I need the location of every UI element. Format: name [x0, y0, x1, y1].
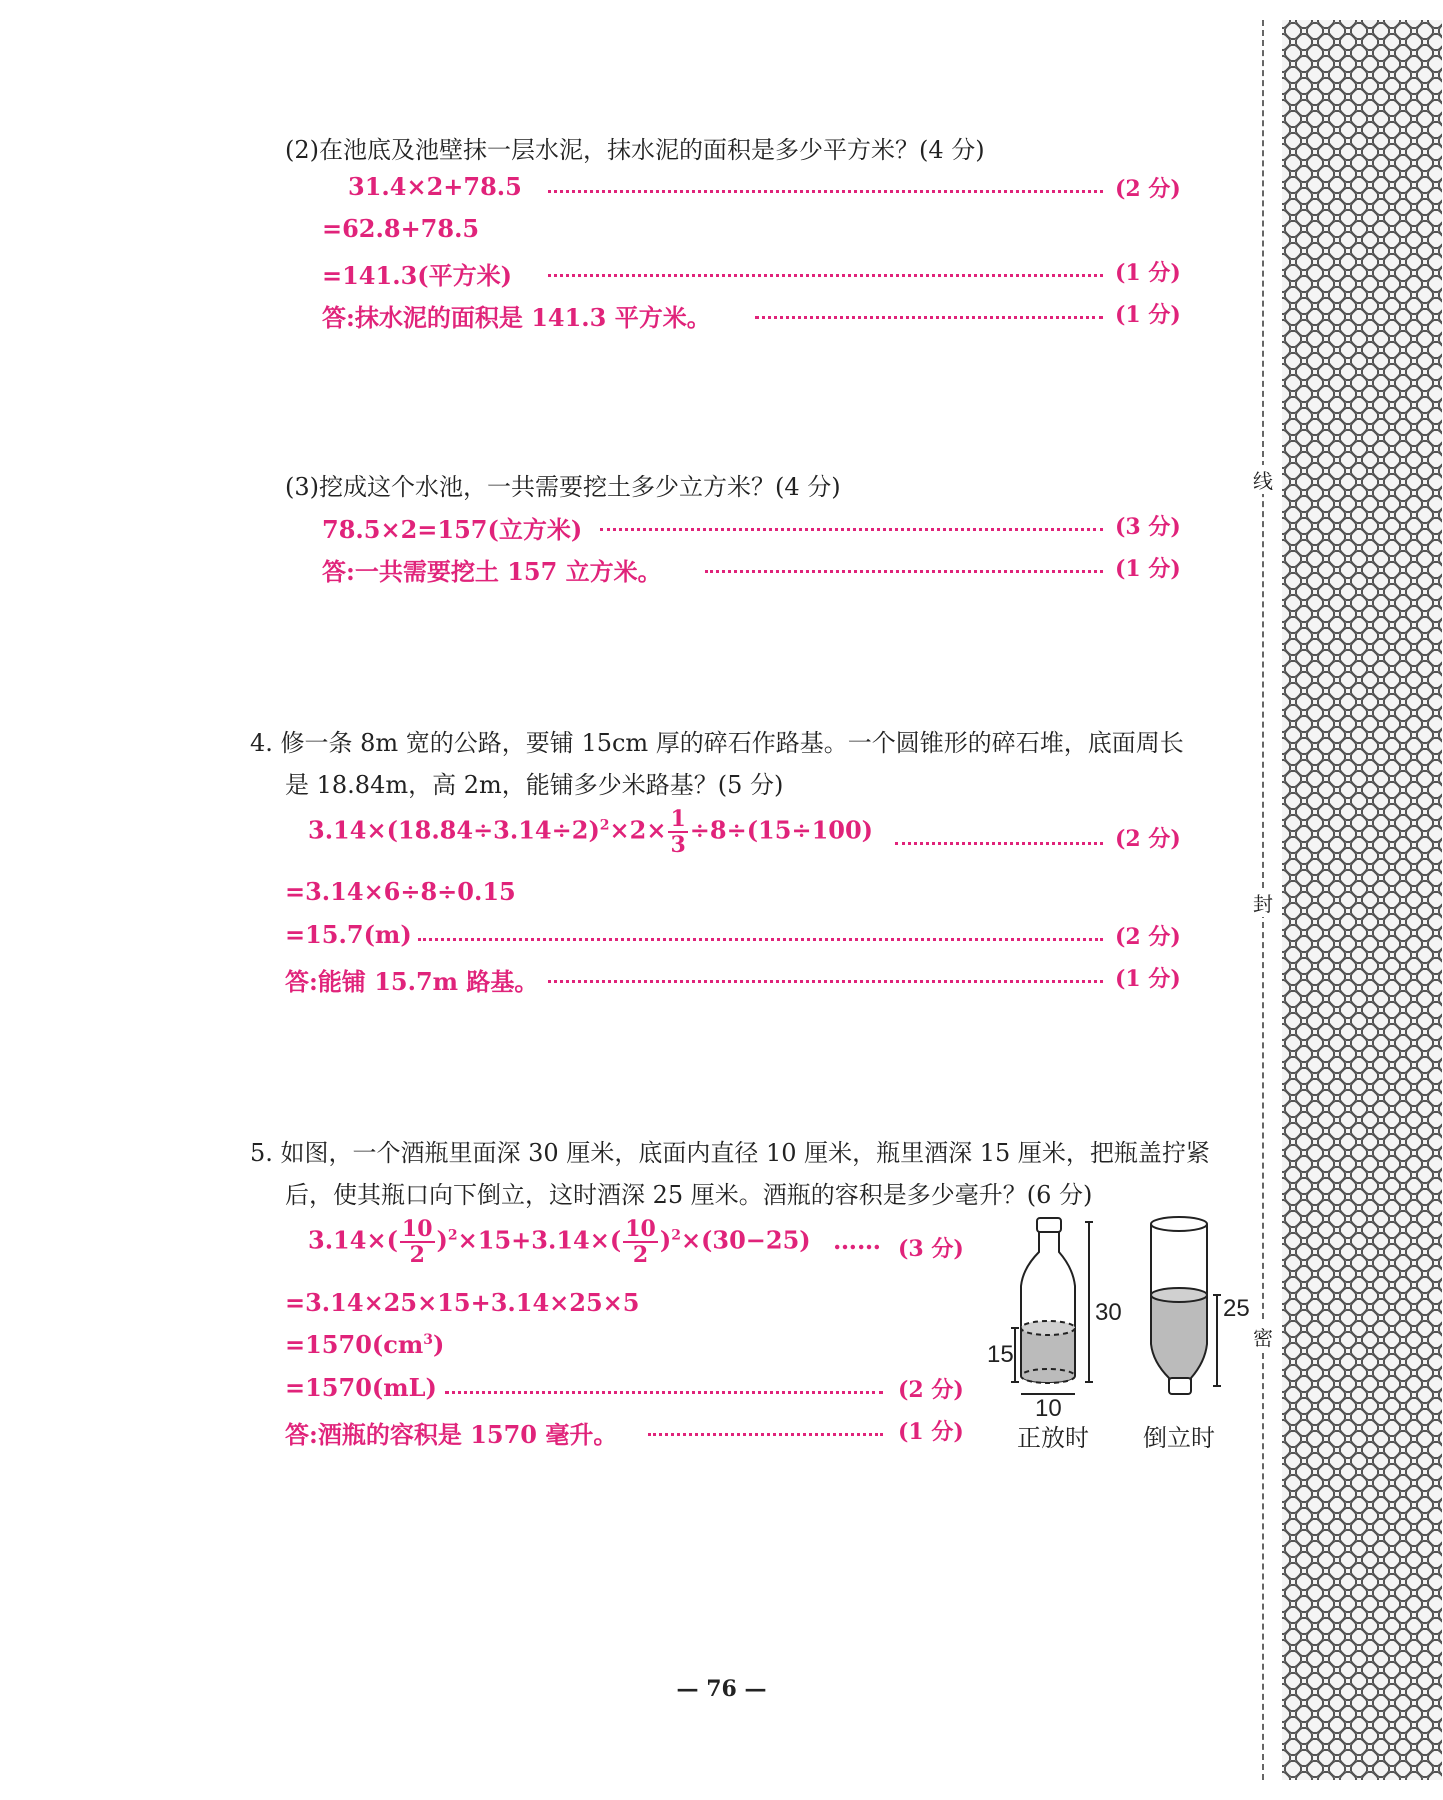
dot-leader: [895, 842, 1103, 845]
dot-leader: [418, 938, 1103, 941]
dim-15: 15: [987, 1341, 1014, 1368]
bottle-figure: [975, 1210, 1250, 1452]
q3-2-step2: =62.8+78.5: [322, 214, 480, 243]
dim-10: 10: [1035, 1395, 1062, 1422]
score: (3 分): [898, 1236, 964, 1262]
q3-2-question: (2)在池底及池壁抹一层水泥，抹水泥的面积是多少平方米？(4 分): [285, 136, 985, 164]
dot-leader: [755, 316, 1103, 319]
q3-2-answer: 答:抹水泥的面积是 141.3 平方米。: [322, 303, 711, 332]
dot-leader: [600, 528, 1103, 531]
score: (2 分): [898, 1377, 964, 1403]
q5-step2: =3.14×25×15+3.14×25×5: [285, 1288, 640, 1317]
dot-leader: [548, 274, 1103, 277]
score: (1 分): [898, 1419, 964, 1445]
q5-question-line1: 5. 如图，一个酒瓶里面深 30 厘米，底面内直径 10 厘米，瓶里酒深 15 厘米，把瓶盖拧紧: [250, 1139, 1210, 1167]
score: (2 分): [1115, 826, 1181, 852]
seal-char-line: 线: [1252, 465, 1274, 494]
dot-leader: [548, 190, 1103, 193]
score: (1 分): [1115, 966, 1181, 992]
dim-30: 30: [1095, 1299, 1122, 1326]
q4-step1: $3.14\times(18.84\div 3.14\div 2)^2\times 2\times$ $\frac{1}{3}$ ÷8÷(15÷100): [308, 806, 874, 858]
upright-label: 正放时: [1017, 1425, 1089, 1452]
score: (1 分): [1115, 260, 1181, 286]
q4-question-line2: 是 18.84m，高 2m，能铺多少米路基？(5 分): [285, 771, 784, 799]
q3-3-answer: 答:一共需要挖土 157 立方米。: [322, 557, 662, 586]
q4-question-line1: 4. 修一条 8m 宽的公路，要铺 15cm 厚的碎石作路基。一个圆锥形的碎石堆，底面周长: [250, 729, 1184, 757]
inverted-label: 倒立时: [1143, 1425, 1215, 1452]
q4-step3: =15.7(m): [285, 920, 412, 949]
q5-step4: =1570(mL): [285, 1373, 437, 1402]
score: (1 分): [1115, 556, 1181, 582]
q4-step2: =3.14×6÷8÷0.15: [285, 877, 516, 906]
q5-question-line2: 后，使其瓶口向下倒立，这时酒深 25 厘米。酒瓶的容积是多少毫升？(6 分): [285, 1181, 1093, 1209]
score: (3 分): [1115, 514, 1181, 540]
q5-answer: 答:酒瓶的容积是 1570 毫升。: [285, 1420, 618, 1449]
score: (2 分): [1115, 176, 1181, 202]
decorative-border-pattern: [1282, 20, 1442, 1780]
inverted-bottle: [1151, 1217, 1221, 1394]
upright-bottle: [1011, 1218, 1093, 1394]
dot-leader: [445, 1391, 883, 1394]
q3-3-question: (3)挖成这个水池，一共需要挖土多少立方米？(4 分): [285, 473, 841, 501]
q3-2-step3: =141.3(平方米): [322, 261, 512, 290]
dim-25: 25: [1223, 1295, 1250, 1322]
dot-leader: [705, 570, 1103, 573]
seal-char-seal: 封: [1252, 888, 1274, 917]
page-number: — 76 —: [676, 1676, 767, 1702]
seal-char-secret: 密: [1252, 1322, 1274, 1351]
fraction: $\frac{1}{3}$: [670, 806, 686, 858]
q4-answer: 答:能铺 15.7m 路基。: [285, 967, 539, 996]
score: (2 分): [1115, 924, 1181, 950]
q5-step1: 3.14×( $\frac{10}{2}$ )$^2$×15+3.14×( $\frac{10}{2}$ )$^2$×(30−25) ……: [308, 1216, 882, 1268]
dot-leader: [648, 1433, 883, 1436]
q5-step3: $=1570(cm^3)$: [285, 1330, 445, 1359]
q3-3-step1: 78.5×2=157(立方米): [322, 515, 583, 544]
dot-leader: [548, 980, 1103, 983]
q3-2-step1: 31.4×2+78.5: [348, 172, 522, 201]
score: (1 分): [1115, 302, 1181, 328]
